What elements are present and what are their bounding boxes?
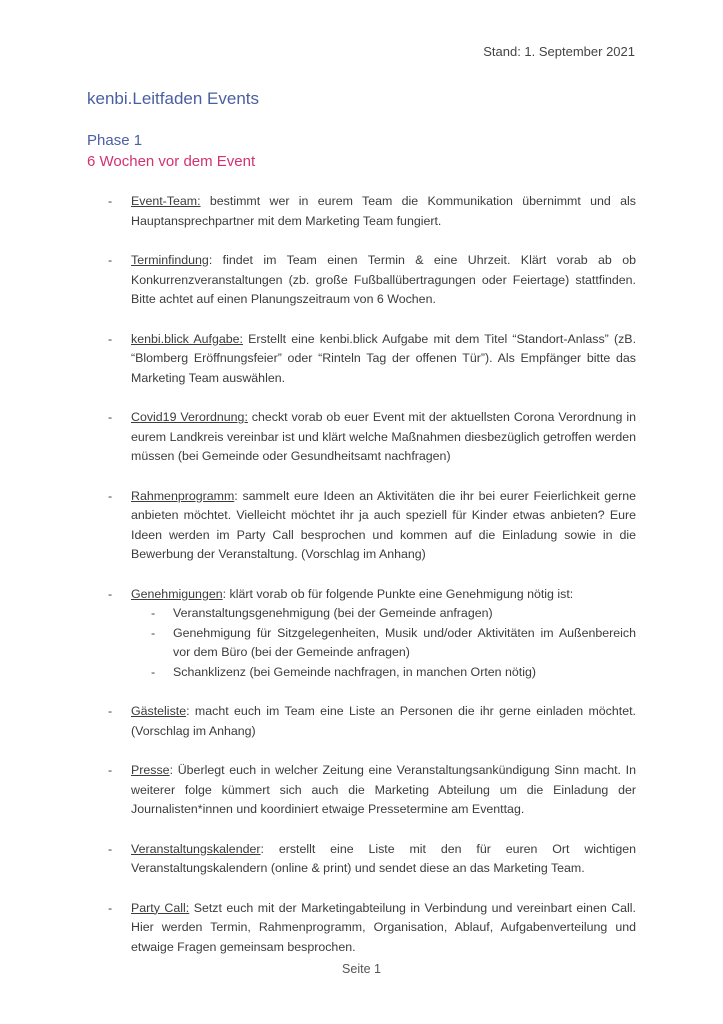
document-title: kenbi.Leitfaden Events [87,89,260,108]
sub-list-item [151,663,636,683]
item-label: Terminfindung [131,253,209,267]
sub-item-text: Schanklizenz (bei Gemeinde nachfragen, in manchen Orten nötig) [173,664,536,679]
item-text: : Überlegt euch in welcher Zeitung eine Veranstaltungsankündigung Sinn macht. In weiterer folge kümmert sich auch die Marketing Abteilung um die Einladung der Journalisten*innen und koordiniert etwaige Pressetermine am Eventtag. [131,763,636,816]
item-text: : erstellt eine Liste mit den für euren Ort wichtigen Veranstaltungskalendern (online & print) und sendet diese an das Marketing Team. [131,841,636,875]
bullet-dash: - [151,625,156,640]
bullet-dash: - [108,253,113,267]
item-label: Veranstaltungskalender [131,841,261,856]
sub-item-text: Veranstaltungsgenehmigung (bei der Gemeinde anfragen) [173,606,493,620]
sub-list-item [151,604,636,624]
item-label: Covid19 Verordnung: [131,410,248,424]
item-text: bestimmt wer in eurem Team die Kommunikation übernimmt und als Hauptansprechpartner mit dem Marketing Team fungiert. [131,194,636,228]
list-item [108,899,636,958]
list-item [108,840,636,879]
checklist [108,192,636,977]
sub-list-item [151,624,636,663]
sub-item-text: Genehmigung für Sitzgelegenheiten, Musik und/oder Aktivitäten im Außenbereich vor dem Büro (bei der Gemeinde anfragen) [173,625,636,659]
phase-heading: Phase 1 [87,132,143,149]
item-label: Event-Team: [131,194,201,208]
bullet-dash: - [108,331,113,346]
list-item [108,487,636,565]
bullet-dash: - [108,488,113,503]
item-text: Erstellt eine kenbi.blick Aufgabe mit dem Titel “Standort-Anlass” (zB. “Blomberg Eröffnungsfeier” oder “Rinteln Tag der offenen Tür”). Als Empfänger bitte das Marketing Team auswählen. [131,331,637,385]
bullet-dash: - [108,900,113,915]
bullet-dash: - [108,586,113,601]
item-label: kenbi.blick Aufgabe: [131,331,243,346]
page-number: Seite 1 [342,962,381,976]
list-item [108,702,636,741]
document-date: Stand: 1. September 2021 [483,44,635,59]
bullet-dash: - [108,410,113,424]
list-item [108,251,636,310]
phase-subheading: 6 Wochen vor dem Event [87,153,256,170]
item-text: : findet im Team einen Termin & eine Uhrzeit. Klärt vorab ab ob Konkurrenzveranstaltungen (zb. große Fußballübertragungen oder Feiertage) stattfinden. Bitte achtet auf einen Planungszeitraum von 6 Wochen. [131,253,636,306]
list-item [108,761,636,820]
bullet-dash: - [108,194,113,208]
bullet-dash: - [108,704,113,718]
list-item [108,585,636,683]
item-text: : sammelt eure Ideen an Aktivitäten die ihr bei eurer Feierlichkeit gerne anbieten möchtet. Vielleicht möchtet ihr ja auch speziell für Kinder etwas anbieten? Eure Ideen werden im Party Call besprochen und kommen auf die Einladung sowie in die Bewerbung der Veranstaltung. (Vorschlag im Anhang) [131,488,636,561]
item-text: : macht euch im Team eine Liste an Personen die ihr gerne einladen möchtet. (Vorschlag im Anhang) [131,704,636,738]
item-text: Setzt euch mit der Marketingabteilung in Verbindung und vereinbart einen Call. Hier werden Termin, Rahmenprogramm, Organisation, Ablauf, Aufgabenverteilung und etwaige Fragen gemeinsam besprochen. [131,900,637,954]
list-item [108,192,636,231]
item-label: Genehmigungen [131,586,223,601]
item-label: Presse [131,763,170,777]
bullet-dash: - [108,841,113,856]
list-item [108,408,636,467]
bullet-dash: - [108,763,113,777]
item-label: Party Call: [131,900,190,915]
sub-list [131,604,636,682]
item-label: Gästeliste [131,704,187,718]
item-label: Rahmenprogramm [131,488,235,503]
bullet-dash: - [151,606,156,620]
item-text: checkt vorab ob euer Event mit der aktuellsten Corona Verordnung in eurem Landkreis vereinbar ist und klärt welche Maßnahmen diesbezüglich getroffen werden müssen (bei Gemeinde oder Gesundheitsamt nachfragen) [131,410,636,463]
bullet-dash: - [151,664,156,679]
item-text: : klärt vorab ob für folgende Punkte eine Genehmigung nötig ist: [222,586,574,601]
list-item [108,330,636,389]
